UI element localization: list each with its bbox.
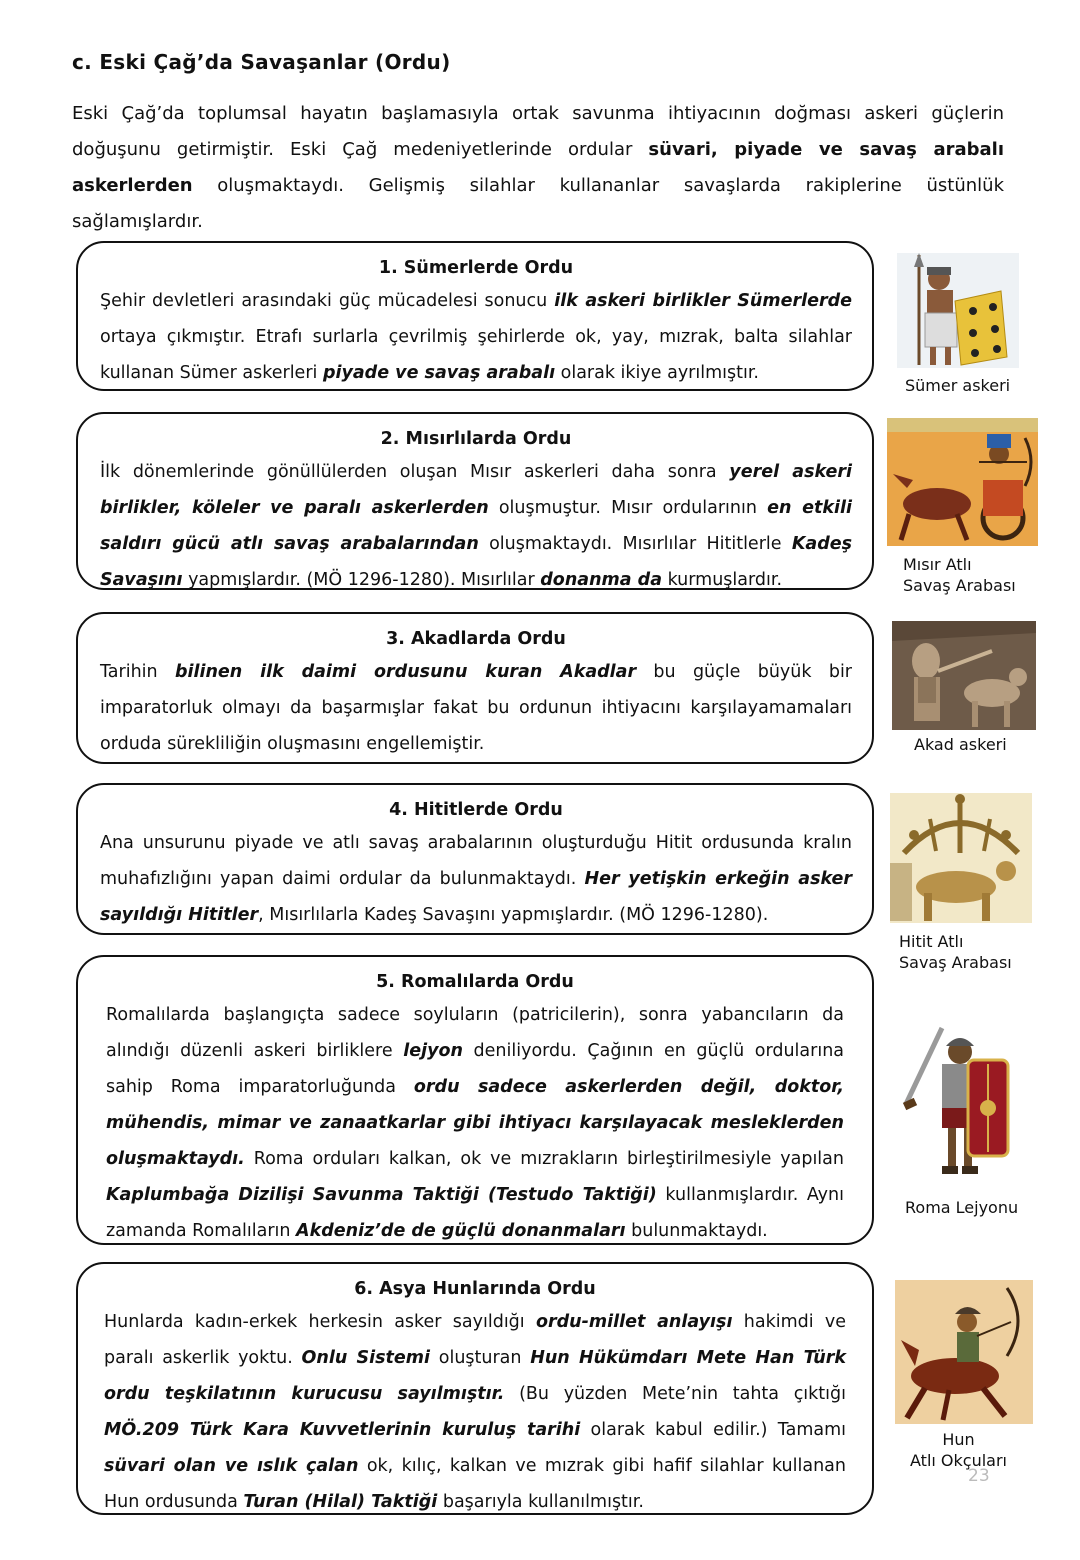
text-run: Hunlarda kadın-erkek herkesin asker sayıldığı xyxy=(104,1312,536,1332)
text-run: İlk dönemlerinde gönüllülerden oluşan Mısır askerleri daha sonra xyxy=(100,462,730,482)
box-text xyxy=(106,997,844,1249)
box-title: 2. Mısırlılarda Ordu xyxy=(380,429,572,449)
text-run: Şehir devletleri arasındaki güç mücadelesi sonucu xyxy=(100,291,555,311)
text-run: bulunmaktaydı. xyxy=(625,1221,768,1241)
text-run: Romalılarda başlangıçta sadece soyluların (patricilerin), sonra yabancıların da alındığı düzenli askeri birliklere xyxy=(106,1005,844,1061)
page-number: 23 xyxy=(968,1466,990,1486)
emphasized-text: donanma da xyxy=(540,570,663,590)
text-run: başarıyla kullanılmıştır. xyxy=(437,1492,644,1512)
text-run: ortaya çıkmıştır. Etrafı surlarla çevrilmiş şehirlerde ok, yay, mızrak, balta silahlar kullanan Sümer askerleri xyxy=(100,327,852,383)
box-text xyxy=(100,283,852,391)
emphasized-text: Akdeniz’de de güçlü donanmaları xyxy=(296,1221,626,1241)
hittite-army-box xyxy=(76,783,874,935)
akkad-army-box xyxy=(76,612,874,764)
box-title: 3. Akadlarda Ordu xyxy=(386,629,566,649)
emphasized-text: Onlu Sistemi xyxy=(301,1348,431,1368)
emphasized-text: Kadeş Savaşını xyxy=(100,534,853,590)
sumer-army-box xyxy=(76,241,874,391)
hun-army-box xyxy=(76,1262,874,1515)
box-text xyxy=(100,654,852,762)
box-title: 5. Romalılarda Ordu xyxy=(376,972,574,992)
emphasized-text: süvari, piyade ve savaş arabalı askerlerden xyxy=(72,139,1004,196)
image-caption xyxy=(910,1429,1007,1471)
image-caption: Akad askeri xyxy=(914,735,1007,754)
text-run: yapmışlardır. (MÖ 1296-1280). Mısırlılar xyxy=(182,570,541,590)
text-run: deniliyordu. Çağının en güçlü ordularına sahip Roma imparatorluğunda xyxy=(106,1041,845,1097)
caption-line: Atlı Okçuları xyxy=(910,1451,1007,1470)
text-run: Tarihin xyxy=(100,662,175,682)
box-text xyxy=(100,454,852,598)
text-run: kurmuşlardır. xyxy=(662,570,783,590)
text-run: Roma orduları kalkan, ok ve mızrakların birleştirilmesiyle yapılan xyxy=(244,1149,844,1169)
emphasized-text: ordu-millet anlayışı xyxy=(535,1312,733,1332)
hittite-chariot-image xyxy=(890,793,1032,923)
emphasized-text: Turan (Hilal) Taktiği xyxy=(243,1492,438,1512)
akkadian-relief-image xyxy=(892,621,1036,730)
egyptian-chariot-image xyxy=(887,418,1038,546)
caption-line: Hun xyxy=(942,1430,975,1449)
text-run: oluşmuştur. Mısır ordularının xyxy=(488,498,768,518)
box-title: 1. Sümerlerde Ordu xyxy=(378,258,574,278)
caption-line: Hitit Atlı xyxy=(899,932,964,951)
text-run: Ana unsurunu piyade ve atlı savaş arabalarının oluşturduğu Hitit ordusunda kralın muhafızlığını yapan daimi ordular da bulunmaktaydı. xyxy=(100,833,852,889)
emphasized-text: lejyon xyxy=(403,1041,463,1061)
emphasized-text: Her yetişkin erkeğin asker sayıldığı Hititler xyxy=(100,869,852,925)
text-run: oluşturan xyxy=(430,1348,531,1368)
hun-horse-archer-image xyxy=(895,1280,1033,1424)
text-run: hakimdi ve paralı askerlik yoktu. xyxy=(104,1312,846,1368)
emphasized-text: MÖ.209 Türk Kara Kuvvetlerinin kuruluş tarihi xyxy=(104,1420,581,1440)
image-caption xyxy=(899,931,1012,973)
emphasized-text: piyade ve savaş arabalı xyxy=(322,363,556,383)
text-run: (Bu yüzden Mete’nin tahta çıktığı xyxy=(504,1384,847,1404)
text-run: kullanmışlardır. Aynı zamanda Romalıların xyxy=(106,1185,844,1241)
roman-legionary-image xyxy=(898,1020,1024,1180)
emphasized-text: yerel askeri birlikler, köleler ve paralı askerlerden xyxy=(100,462,852,518)
sumerian-soldier-image xyxy=(897,253,1019,368)
egypt-army-box xyxy=(76,412,874,590)
text-run: Eski Çağ’da toplumsal hayatın başlamasıyla ortak savunma ihtiyacının doğması askeri güçlerin doğuşunu getirmiştir. Eski Çağ medeniyetlerinde ordular xyxy=(72,103,1004,160)
caption-line: Savaş Arabası xyxy=(903,576,1016,595)
box-text xyxy=(104,1304,846,1520)
emphasized-text: en etkili saldırı gücü atlı savaş arabalarından xyxy=(100,498,852,554)
section-heading: c. Eski Çağ’da Savaşanlar (Ordu) xyxy=(72,50,451,74)
emphasized-text: Hun Hükümdarı Mete Han Türk ordu teşkilatının kurucusu sayılmıştır. xyxy=(104,1348,846,1404)
caption-line: Mısır Atlı xyxy=(903,555,972,574)
box-title: 4. Hititlerde Ordu xyxy=(389,800,563,820)
roman-army-box xyxy=(76,955,874,1245)
image-caption: Sümer askeri xyxy=(905,376,1011,395)
emphasized-text: süvari olan ve ıslık çalan xyxy=(104,1456,359,1476)
emphasized-text: bilinen ilk daimi ordusunu kuran Akadlar xyxy=(174,662,637,682)
text-run: olarak ikiye ayrılmıştır. xyxy=(555,363,759,383)
text-run: oluşmaktaydı. Gelişmiş silahlar kullananlar savaşlarda rakiplerine üstünlük sağlamışlardır. xyxy=(72,175,1004,232)
intro-paragraph xyxy=(72,96,1004,240)
emphasized-text: ilk askeri birlikler Sümerlerde xyxy=(554,291,852,311)
emphasized-text: Kaplumbağa Dizilişi Savunma Taktiği (Testudo Taktiği) xyxy=(106,1185,657,1205)
image-caption xyxy=(903,554,1016,596)
emphasized-text: ordu sadece askerlerden değil, doktor, mühendis, mimar ve zanaatkarlar gibi ihtiyacı karşılayacak mesleklerden oluşmaktaydı. xyxy=(106,1077,844,1169)
text-run: oluşmaktaydı. Mısırlılar Hititlerle xyxy=(478,534,792,554)
text-run: bu güçle büyük bir imparatorluk olmayı da başarmışlar fakat bu ordunun ihtiyacını karşılayamamaları orduda sürekliliğin oluşmasını engellemiştir. xyxy=(100,662,852,754)
image-caption: Roma Lejyonu xyxy=(905,1198,1019,1217)
text-run: olarak kabul edilir.) Tamamı xyxy=(580,1420,846,1440)
text-run: , Mısırlılarla Kadeş Savaşını yapmışlardır. (MÖ 1296-1280). xyxy=(258,905,769,925)
caption-line: Savaş Arabası xyxy=(899,953,1012,972)
box-text xyxy=(100,825,852,933)
box-title: 6. Asya Hunlarında Ordu xyxy=(354,1279,596,1299)
text-run: ok, kılıç, kalkan ve mızrak gibi hafif silahlar kullanan Hun ordusunda xyxy=(104,1456,846,1512)
